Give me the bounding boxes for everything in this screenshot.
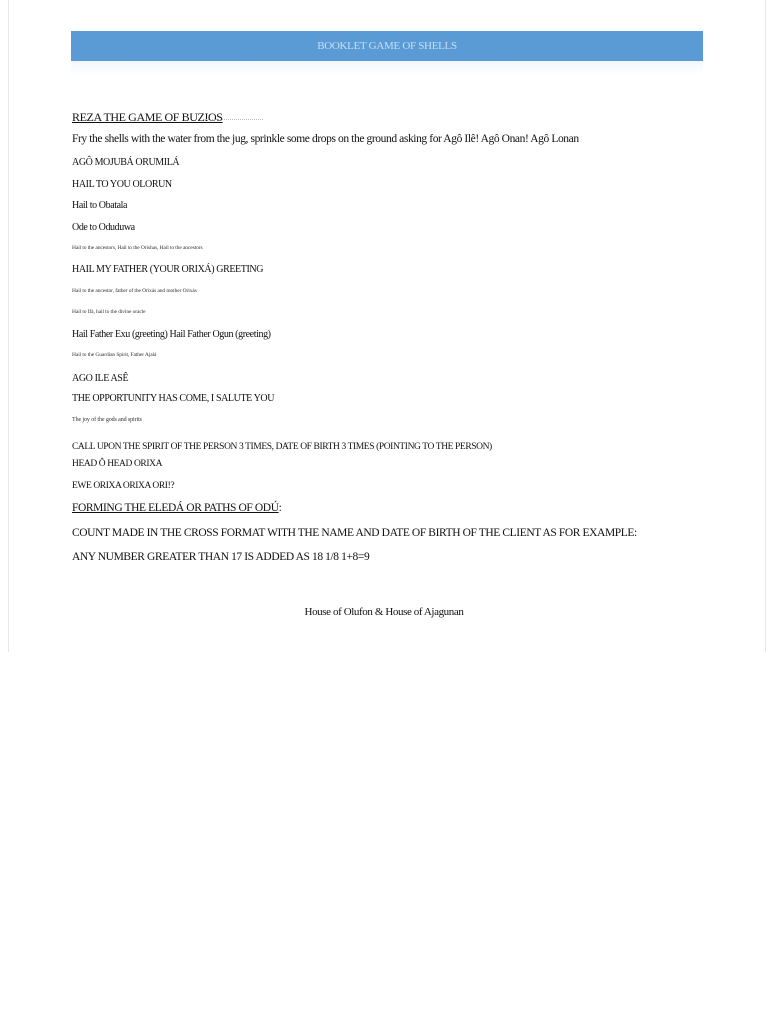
line-obatala: Hail to Obatala [72, 200, 128, 211]
intro-text: Fry the shells with the water from the jug, sprinkle some drops on the ground asking for Agô Ilê! Agô Onan! Agô Lonan [72, 133, 579, 145]
line-exu-ogun: Hail Father Exu (greeting) Hail Father Ogun (greeting) [72, 329, 271, 340]
line-call-spirit: CALL UPON THE SPIRIT OF THE PERSON 3 TIMES, DATE OF BIRTH 3 TIMES (POINTING TO THE PERSON) [72, 442, 492, 452]
booklet-title-banner [71, 31, 703, 61]
line-hail-father: HAIL MY FATHER (YOUR ORIXÁ) GREETING [72, 264, 264, 275]
forming-eleda-text: FORMING THE ELEDÁ OR PATHS OF ODÚ [72, 502, 279, 514]
translation-guardian: Hail to the Guardian Spirit, Father Ajalá [72, 352, 157, 358]
translation-father-orixas: Hail to the ancestor, father of the Orixás and mother Orixás [72, 288, 197, 294]
section-heading: REZA THE GAME OF BUZIOS [72, 110, 223, 124]
line-olorun: HAIL TO YOU OLORUN [72, 179, 172, 190]
heading-rule [205, 119, 263, 120]
line-oduduwa: Ode to Oduduwa [72, 222, 135, 233]
line-number-greater: ANY NUMBER GREATER THAN 17 IS ADDED AS 18 1/8 1+8=9 [72, 551, 370, 563]
booklet-title: BOOKLET GAME OF SHELLS [317, 40, 457, 52]
translation-joy: The joy of the gods and spirits [72, 417, 142, 423]
translation-ancestors: Hail to the ancestors, Hail to the Orishas, Hail to the ancestors [72, 245, 203, 251]
line-head-orixa: HEAD Ô HEAD ORIXA [72, 459, 163, 469]
line-mojuba: AGÔ MOJUBÁ ORUMILÁ [72, 157, 180, 168]
line-forming-eleda [72, 502, 281, 514]
banner-shadow [71, 61, 703, 75]
line-opportunity: THE OPPORTUNITY HAS COME, I SALUTE YOU [72, 393, 275, 404]
footer-credit: House of Olufon & House of Ajagunan [304, 606, 464, 618]
line-ago-ile: AGO ILE ASÊ [72, 373, 129, 384]
forming-eleda-colon: : [278, 502, 282, 514]
line-count-cross: COUNT MADE IN THE CROSS FORMAT WITH THE NAME AND DATE OF BIRTH OF THE CLIENT AS FOR EXAMPLE: [72, 527, 637, 539]
translation-ifa: Hail to Ifá, hail to the divine oracle [72, 309, 146, 315]
line-ewe-orixa: EWE ORIXA ORIXA ORI!? [72, 481, 175, 491]
